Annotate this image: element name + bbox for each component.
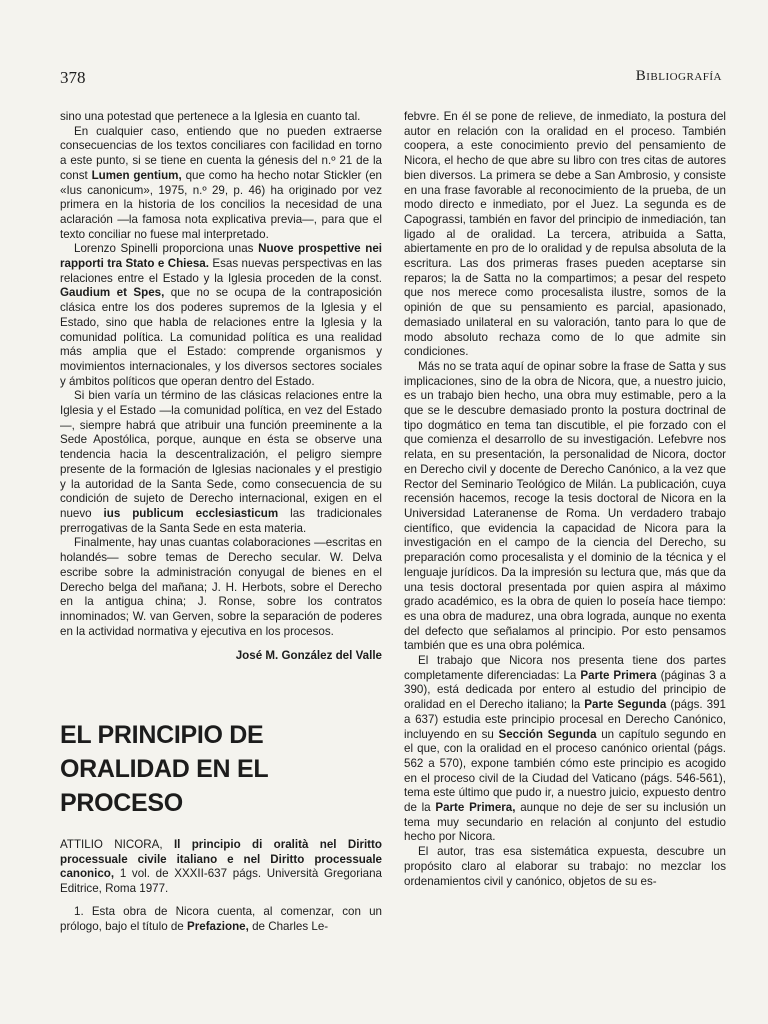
text: 1. Esta obra de Nicora cuenta, al comenzar, con un prólogo, bajo el título de bbox=[60, 904, 382, 933]
document-title-emphasis: Lumen gentium, bbox=[91, 168, 182, 182]
text: Más no se trata aquí de opinar sobre la frase de Satta y sus implicaciones, sino de la obra de Nicora, que, a nuestro juicio, es un trabajo bien hecho, una obra muy estimable, pero a la que se le descubre demasiado pronto la postura doctrinal de tipo dogmático en tema tan discutible, el pie forzado con el que comienza el desarrollo de su investigación. Lefebvre nos relata, en su presentación, la personalidad de Nicora, doctor en Derecho civil y docente de Derecho Canónico, a la vez que Rector del Seminario Teológico de Milán. La publicación, cuya recensión hacemos, recoge la tesis doctoral de Nicora en la Universidad Lateranense de Roma. Un verdadero trabajo científico, que evidencia la capacidad de Nicora para la investigación en el campo de la ciencia del Derecho, su preparación como procesalista y el dominio de la técnica y el lenguaje jurídicos. Da la impresión su lectura que, más que da una tesis doctoral presentada por quien aspira al máximo grado académico, es la obra de quien lo poseía hace tiempo: es una obra de madurez, una obra lograda, aunque no exenta del defecto que señalamos al principio. Por esto pensamos también que es una obra polémica. bbox=[404, 359, 726, 653]
text: las tradicionales prerrogativas de la Santa Sede en esta materia. bbox=[60, 506, 382, 535]
right-column bbox=[404, 110, 726, 889]
text: Finalmente, hay unas cuantas colaboraciones —escritas en holandés— sobre temas de Derecho secular. W. Delva escribe sobre la administración conyugal de bienes en el Derecho belga del mañana; J. H. Herbots, sobre el Derecho en la antigua china; J. Ronse, sobre los contratos innominados; W. van Gerven, sobre la separación de poderes en la actividad normativa y ejecutiva en los procesos. bbox=[60, 536, 382, 638]
page-number: 378 bbox=[60, 68, 86, 87]
text: Esas nuevas perspectivas en las relaciones entre el Estado y la Iglesia proceden de la const. bbox=[60, 257, 382, 285]
paragraph bbox=[404, 360, 726, 654]
paragraph bbox=[60, 389, 382, 536]
text: sino una potestad que pertenece a la Iglesia en cuanto tal. bbox=[60, 110, 361, 123]
publication-details: 1 vol. de XXXII-637 págs. Università Gregoriana Editrice, Roma 1977. bbox=[60, 867, 382, 896]
title-line: EL PRINCIPIO DE bbox=[60, 721, 264, 750]
text: El trabajo que Nicora nos presenta tiene dos partes completamente diferenciadas: La bbox=[404, 654, 726, 682]
part-emphasis: Parte Primera, bbox=[435, 801, 516, 815]
part-emphasis: Parte Segunda bbox=[584, 698, 667, 712]
paragraph bbox=[60, 125, 382, 243]
text: El autor, tras esa sistemática expuesta, descubre un propósito claro al elaborar su trabajo: no mezclar los ordenamientos civil y canónico, objetos de su es- bbox=[404, 845, 726, 888]
term-emphasis: Prefazione, bbox=[187, 919, 249, 933]
text: En cualquier caso, entiendo que no pueden extraerse consecuencias de los textos conciliares con facilidad en torno a este punto, si se tiene en cuenta la génesis del n.º 21 de la const bbox=[60, 124, 382, 182]
paragraph bbox=[404, 654, 726, 845]
book-reference bbox=[60, 838, 382, 897]
section-emphasis: Sección Segunda bbox=[498, 727, 597, 741]
paragraph bbox=[60, 110, 382, 125]
author-name: ATTILIO NICORA, bbox=[60, 838, 163, 852]
text: Si bien varía un término de las clásicas relaciones entre la Iglesia y el Estado —la comunidad política, en vez del Estado—, siempre habrá que atribuir una función preeminente a la Sede Apostólica, porque, aunque en ésta se observe una tendencia hacia la descentralización, el peligro siempre presente de la formación de Iglesias nacionales y el prestigio y la autoridad de la Santa Sede, como consecuencia de su condición de sujeto de Derecho internacional, exigen en el nuevo bbox=[60, 389, 382, 520]
paragraph bbox=[404, 845, 726, 889]
paragraph bbox=[60, 905, 382, 934]
book-title: Il principio di oralità nel Diritto processuale civile italiano e nel Diritto processuale canonico, bbox=[60, 838, 382, 881]
part-emphasis: Parte Primera bbox=[580, 668, 657, 682]
text: (páginas 3 a 390), está dedicada por entero al estudio del principio de oralidad en el Derecho italiano; la bbox=[404, 668, 726, 712]
title-line: ORALIDAD EN EL PROCESO bbox=[60, 755, 268, 818]
text: un capítulo segundo en el que, con la oralidad en el proceso canónico oriental (págs. 562 a 570), expone también cómo este principio es acogido en el proceso civil de la Ciudad del Vaticano (págs. 546-561), tema este último que pudo ir, a nuestro juicio, expuesto dentro de la bbox=[404, 727, 726, 815]
author-signature: José M. González del Valle bbox=[235, 649, 382, 663]
left-column bbox=[60, 110, 382, 934]
text: febvre. En él se pone de relieve, de inmediato, la postura del autor en relación con la oralidad en el proceso. También coopera, a este conocimiento previo del pensamiento de Nicora, el hecho de que abre su libro con tres citas de autores bien diversos. La primera se debe a San Ambrosio, y consiste en una frase favorable al reconocimiento de la prueba, de un modo directo e inmediato, por el Juez. La segunda es de Capograssi, también en favor del principio de inmediación, tan ligado al de oralidad. La tercera, atribuida a Satta, abiertamente en pro de lo oralidad y de repulsa absoluta de la escritura. Las dos primeras frases pueden aceptarse sin reparos; la de Satta no la compartimos; a pesar del respeto que nos merece como procesalista ilustre, somos de la opinión de que su pensamiento es parcial, apasionado, demasiado unilateral en su valoración, tanto para lo que de modo absoluto rechaza como de lo que admite sin condiciones. bbox=[404, 110, 726, 359]
text: Lorenzo Spinelli proporciona unas bbox=[74, 242, 254, 256]
text: que como ha hecho notar Stickler (en «Ius canonicum», 1975, n.º 29, p. 46) ha originado por vez primera en la historia de los concilios la necesidad de una aclaración —la famosa nota explicativa previa—, para que el texto conciliar no fuese mal interpretado. bbox=[60, 168, 382, 241]
work-title-emphasis: Nuove prospettive nei rapporti tra Stato e Chiesa. bbox=[60, 242, 382, 271]
text: aunque no deje de ser su inclusión un tema muy secundario en relación al conjunto del estudio hecho por Nicora. bbox=[404, 801, 726, 844]
document-title-emphasis: Gaudium et Spes, bbox=[60, 286, 165, 300]
text: (págs. 391 a 637) estudia este principio procesal en Derecho Canónico, incluyendo en su bbox=[404, 698, 726, 741]
paragraph bbox=[60, 242, 382, 389]
term-emphasis: ius publicum ecclesiasticum bbox=[103, 506, 279, 520]
running-head: Bibliografía bbox=[635, 68, 722, 84]
paragraph bbox=[60, 536, 382, 639]
paragraph bbox=[404, 110, 726, 360]
section-title bbox=[60, 718, 382, 820]
text: que no se ocupa de la contraposición clásica entre los dos poderes supremos de la Iglesia y el Estado, sino que habla de relaciones entre la Iglesia y la comunidad política. La comunidad política es una realidad más amplia que el Estado: comprende organismos y movimientos internacionales, y los diversos sectores sociales y ámbitos políticos que operan dentro del Estado. bbox=[60, 286, 382, 388]
text: de Charles Le- bbox=[252, 919, 329, 933]
